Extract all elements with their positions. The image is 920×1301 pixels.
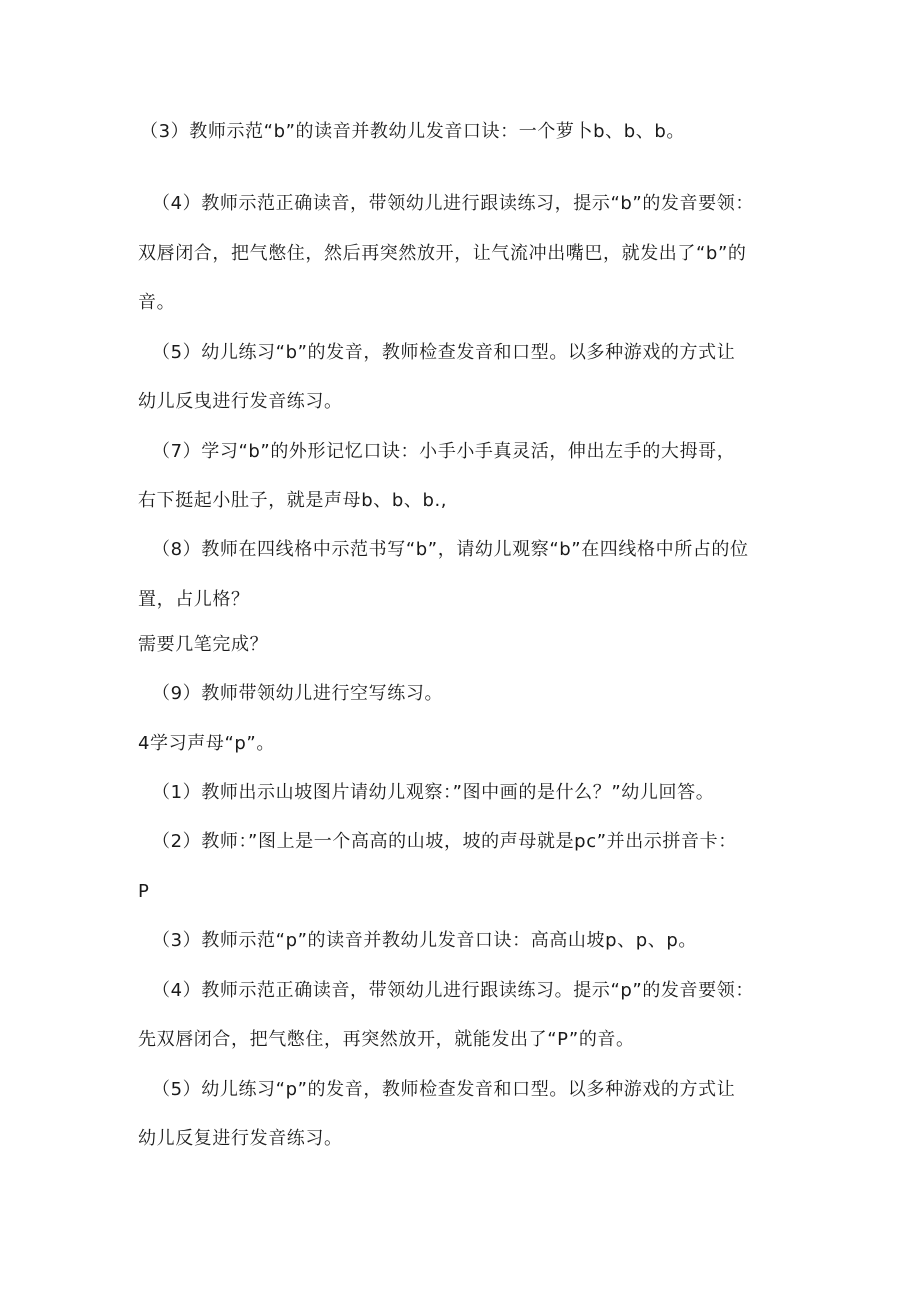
text-line: 4学习声母“p”。 <box>138 733 275 754</box>
text-line: 置，占儿格？ <box>138 589 250 610</box>
text-line: （3）教师示范“b”的读音并教幼儿发音口诀：一个萝卜b、b、b。 <box>140 121 686 142</box>
text-line: （7）学习“b”的外形记忆口诀：小手小手真灵活，伸出左手的大拇哥， <box>152 441 736 462</box>
text-line: （4）教师示范正确读音，带领幼儿进行跟读练习。提示“p”的发音要领： <box>152 980 754 1001</box>
text-line: （4）教师示范正确读音，带领幼儿进行跟读练习，提示“b”的发音要领： <box>152 193 754 214</box>
text-line: 音。 <box>138 292 176 313</box>
text-line: 幼儿反曳进行发音练习。 <box>138 391 343 412</box>
text-line: （9）教师带领幼儿进行空写练习。 <box>152 683 444 704</box>
text-line: （2）教师：”图上是一个高高的山坡，坡的声母就是pc”并出示拼音卡： <box>152 831 737 852</box>
text-line: （8）教师在四线格中示范书写“b”，请幼儿观察“b”在四线格中所占的位 <box>152 539 749 560</box>
text-line: 幼儿反复进行发音练习。 <box>138 1128 343 1149</box>
text-line: 需要几笔完成？ <box>138 634 269 655</box>
text-line: 先双唇闭合，把气憋住，再突然放开，就能发出了“P”的音。 <box>138 1029 635 1050</box>
text-line: （1）教师出示山坡图片请幼儿观察：”图中画的是什么？”幼儿回答。 <box>152 782 715 803</box>
text-line: （3）教师示范“p”的读音并教幼儿发音口诀：高高山坡p、p、p。 <box>152 930 698 951</box>
text-line: 右下挺起小肚子，就是声母b、b、b., <box>138 490 448 511</box>
text-line: P <box>138 881 150 902</box>
text-line: （5）幼儿练习“b”的发音，教师检查发音和口型。以多种游戏的方式让 <box>152 342 736 363</box>
text-line: 双唇闭合，把气憋住，然后再突然放开，让气流冲出嘴巴，就发出了“b”的 <box>138 243 747 264</box>
text-line: （5）幼儿练习“p”的发音，教师检查发音和口型。以多种游戏的方式让 <box>152 1079 736 1100</box>
